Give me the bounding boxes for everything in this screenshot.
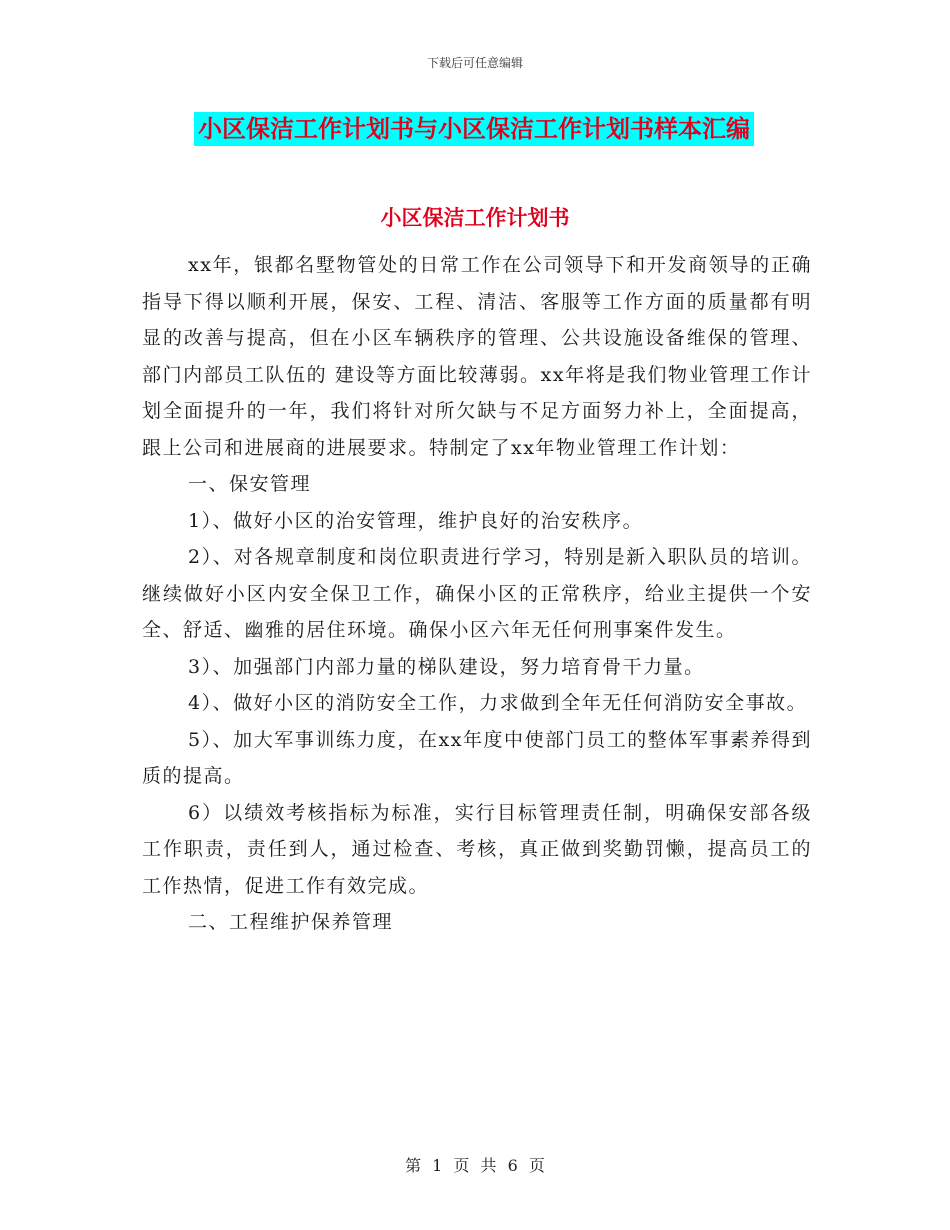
body-paragraph: xx年，银都名墅物管处的日常工作在公司领导下和开发商领导的正确指导下得以顺利开展，保安、工程、清洁、客服等工作方面的质量都有明显的改善与提高，但在小区车辆秩序的管理、公共设施设备维保的管理、部门内部员工队伍的 建设等方面比较薄弱。xx年将是我们物业管理工作计划全面提升的一年，我们将针对所欠缺与不足方面努力补上，全面提高，跟上公司和进展商的进展要求。特制定了xx年物业管理工作计划： (142, 254, 812, 459)
section-heading: 一、保安管理 (188, 473, 312, 495)
list-item: 1）、做好小区的治安管理，维护良好的治安秩序。 (188, 509, 644, 532)
page-number: 第 1 页 共 6 页 (405, 1156, 545, 1175)
list-item: 5）、加大军事训练力度，在xx年度中使部门员工的整体军事素养得到质的提高。 (142, 728, 812, 787)
document-body (142, 247, 812, 941)
page-header-note: 下载后可任意编辑 (426, 56, 523, 70)
list-item: 4）、做好小区的消防安全工作，力求做到全年无任何消防安全事故。 (188, 692, 808, 714)
list-item: 6）以绩效考核指标为标准，实行目标管理责任制，明确保安部各级工作职责，责任到人，通过检查、考核，真正做到奖勤罚懒，提高员工的工作热情，促进工作有效完成。 (142, 801, 812, 897)
section-title: 小区保洁工作计划书 (380, 205, 570, 230)
document-title: 小区保洁工作计划书与小区保洁工作计划书样本汇编 (194, 112, 754, 146)
section-heading: 二、工程维护保养管理 (188, 911, 394, 933)
list-item: 2）、对各规章制度和岗位职责进行学习，特别是新入职队员的培训。 继续做好小区内安全保卫工作，确保小区的正常秩序，给业主提供一个安全、舒适、幽雅的居住环境。确保小区六年无任何刑事案件发生。 (142, 546, 812, 641)
list-item: 3）、加强部门内部力量的梯队建设，努力培育骨干力量。 (188, 655, 705, 678)
